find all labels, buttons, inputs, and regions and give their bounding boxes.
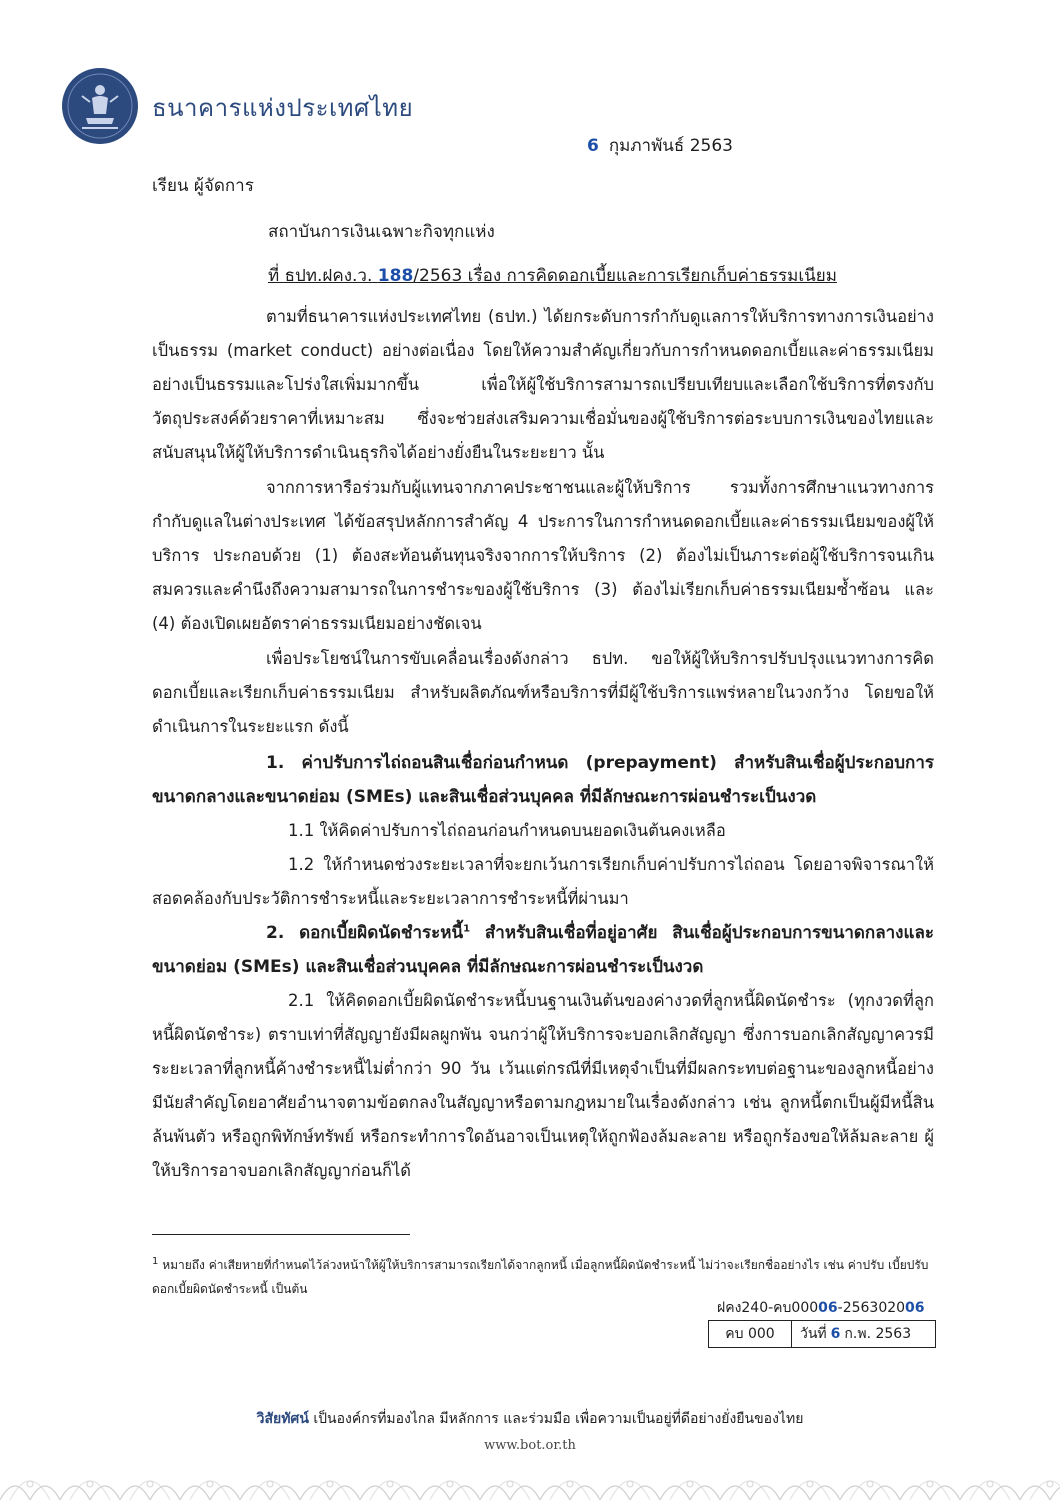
reference-box-left: คบ 000 <box>709 1321 792 1347</box>
section-1-item-2: 1.2 ให้กำหนดช่วงระยะเวลาที่จะยกเว้นการเรียกเก็บค่าปรับการไถ่ถอน โดยอาจพิจารณาให้สอดคล้องกับประวัติการชำระหนี้และระยะเวลาการชำระหนี้ที่ผ่านมา <box>152 855 934 908</box>
paragraph-text: ตามที่ธนาคารแห่งประเทศไทย (ธปท.) ได้ยกระดับการกำกับดูแลการให้บริการทางการเงินอย่างเป็นธรรม (market conduct) อย่างต่อเนื่อง โดยให้ความสำคัญเกี่ยวกับการกำหนดดอกเบี้ยและค่าธรรมเนียมอย่างเป็นธรรมและโปร่งใสเพิ่มมากขึ้น เพื่อให้ผู้ใช้บริการสามารถเปรียบเทียบและเลือกใช้บริการที่ตรงกับวัตถุประสงค์ด้วยราคาที่เหมาะสม ซึ่งจะช่วยส่งเสริมความเชื่อมั่นของผู้ใช้บริการต่อระบบการเงินของไทยและสนับสนุนให้ผู้ให้บริการดำเนินธุรกิจได้อย่างยั่งยืนในระยะยาว นั้น <box>152 307 934 462</box>
paragraph-principles <box>152 471 934 641</box>
salutation: เรียน ผู้จัดการ <box>152 176 254 196</box>
section-2-heading-part1: 2. ดอกเบี้ยผิดนัดชำระหนี้ <box>266 923 464 943</box>
paragraph-intro <box>152 300 934 470</box>
section-2-heading-part2: สำหรับสินเชื่อที่อยู่อาศัย สินเชื่อผู้ประกอบการขนาดกลางและขนาดย่อม (SMEs) และสินเชื่อส่วนบุคคล ที่มีลักษณะการผ่อนชำระเป็นงวด <box>152 923 934 977</box>
recipient: สถาบันการเงินเฉพาะกิจทุกแห่ง <box>268 222 495 242</box>
section-1-heading: 1. ค่าปรับการไถ่ถอนสินเชื่อก่อนกำหนด (prepayment) สำหรับสินเชื่อผู้ประกอบการขนาดกลางและขนาดย่อม (SMEs) และสินเชื่อส่วนบุคคล ที่มีลักษณะการผ่อนชำระเป็นงวด <box>152 753 934 807</box>
reference-stamp-box <box>708 1320 936 1348</box>
section-2-item-1: 2.1 ให้คิดดอกเบี้ยผิดนัดชำระหนี้บนฐานเงินต้นของค่างวดที่ลูกหนี้ผิดนัดชำระ (ทุกงวดที่ลูกหนี้ผิดนัดชำระ) ตราบเท่าที่สัญญายังมีผลผูกพัน จนกว่าผู้ให้บริการจะบอกเลิกสัญญา ซึ่งการบอกเลิกสัญญาควรมีระยะเวลาที่ลูกหนี้ค้างชำระหนี้ไม่ต่ำกว่า 90 วัน เว้นแต่กรณีที่มีเหตุจำเป็นที่มีผลกระทบต่อฐานะของลูกหนี้อย่างมีนัยสำคัญโดยอาศัยอำนาจตามข้อตกลงในสัญญาหรือตามกฎหมายในเรื่องดังกล่าว เช่น ลูกหนี้ตกเป็นผู้มีหนี้สินล้นพ้นตัว หรือถูกพิทักษ์ทรัพย์ หรือกระทำการใดอันอาจเป็นเหตุให้ถูกฟ้องล้มละลาย หรือถูกร้องขอให้ล้มละลาย ผู้ให้บริการอาจบอกเลิกสัญญาก่อนก็ได้ <box>152 991 934 1180</box>
vision-label: วิสัยทัศน์ <box>256 1411 309 1427</box>
subject-suffix: /2563 เรื่อง การคิดดอกเบี้ยและการเรียกเก็บค่าธรรมเนียม <box>413 266 837 286</box>
footer-website[interactable]: www.bot.or.th <box>484 1438 576 1453</box>
reference-box-right: วันที่ 6 ก.พ. 2563 <box>800 1326 912 1342</box>
paragraph-text: เพื่อประโยชน์ในการขับเคลื่อนเรื่องดังกล่าว ธปท. ขอให้ผู้ให้บริการปรับปรุงแนวทางการคิดดอกเบี้ยและเรียกเก็บค่าธรรมเนียม สำหรับผลิตภัณฑ์หรือบริการที่มีผู้ใช้บริการแพร่หลายในวงกว้าง โดยขอให้ดำเนินการในระยะแรก ดังนี้ <box>152 649 934 736</box>
footnote-divider <box>152 1234 410 1235</box>
footnote-text: หมายถึง ค่าเสียหายที่กำหนดไว้ล่วงหน้าให้ผู้ให้บริการสามารถเรียกได้จากลูกหนี้ เมื่อลูกหนี้ผิดนัดชำระหนี้ ไม่ว่าจะเรียกชื่ออย่างไร เช่น ค่าปรับ เบี้ยปรับ ดอกเบี้ยผิดนัดชำระหนี้ เป็นต้น <box>152 1258 929 1296</box>
footnote <box>152 1253 937 1301</box>
footnote-ref[interactable]: 1 <box>463 923 471 935</box>
footnote-marker: 1 <box>152 1256 159 1267</box>
section-2-heading <box>152 916 934 984</box>
date-day: 6 <box>587 136 599 156</box>
letter-number: 188 <box>377 266 414 286</box>
vision-text: เป็นองค์กรที่มองไกล มีหลักการ และร่วมมือ เพื่อความเป็นอยู่ที่ดีอย่างยั่งยืนของไทย <box>308 1411 804 1427</box>
bank-of-thailand-emblem-icon <box>62 68 138 144</box>
footer-decorative-pattern <box>0 1462 1060 1500</box>
section-1-item-1: 1.1 ให้คิดค่าปรับการไถ่ถอนก่อนกำหนดบนยอดเงินต้นคงเหลือ <box>288 821 726 840</box>
paragraph-text: จากการหารือร่วมกับผู้แทนจากภาคประชาชนและผู้ให้บริการ รวมทั้งการศึกษาแนวทางการกำกับดูแลในต่างประเทศ ได้ข้อสรุปหลักการสำคัญ 4 ประการในการกำหนดดอกเบี้ยและค่าธรรมเนียมของผู้ให้บริการ ประกอบด้วย (1) ต้องสะท้อนต้นทุนจริงจากการให้บริการ (2) ต้องไม่เป็นภาระต่อผู้ใช้บริการจนเกินสมควรและคำนึงถึงความสามารถในการชำระของผู้ใช้บริการ (3) ต้องไม่เรียกเก็บค่าธรรมเนียมซ้ำซ้อน และ (4) ต้องเปิดเผยอัตราค่าธรรมเนียมอย่างชัดเจน <box>152 478 934 633</box>
letter-date <box>587 132 733 159</box>
footer-vision <box>0 1408 1060 1430</box>
reference-code: ฝคง240-คบ00006-256302006 <box>717 1300 925 1316</box>
subject-line <box>268 262 837 289</box>
bank-name: ธนาคารแห่งประเทศไทย <box>152 94 414 122</box>
subject-prefix: ที่ ธปท.ฝคง.ว. <box>268 266 373 286</box>
paragraph-request <box>152 642 934 744</box>
date-month-year: กุมภาพันธ์ 2563 <box>608 136 733 156</box>
